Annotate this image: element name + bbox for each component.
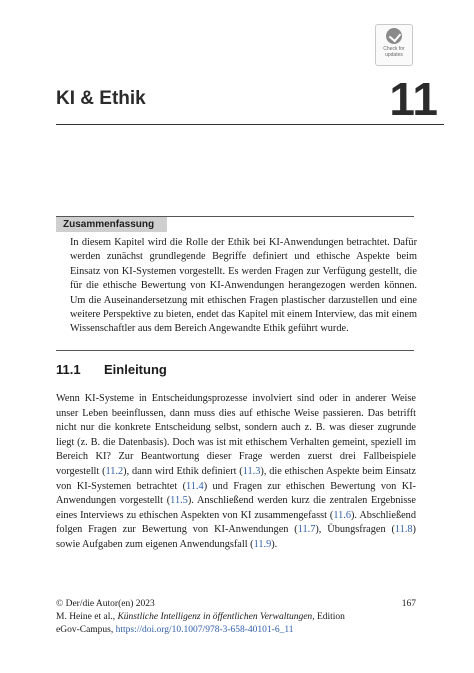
badge-line-1: Check for xyxy=(383,46,405,52)
body-text-4: ) und Fragen zur ethischen Bewertung von KI-Anwendungen vorgestellt ( xyxy=(56,480,416,507)
section-ref-11-4[interactable]: 11.4 xyxy=(186,480,204,492)
body-paragraph xyxy=(56,392,416,553)
citation-line xyxy=(56,611,416,624)
citation-suffix: , Edition xyxy=(312,612,345,622)
abstract-text: In diesem Kapitel wird die Rolle der Ethik bei KI-Anwendungen betrachtet. Dafür werden zunächst grundlegende Begriffe definiert und ethische Aspekte beim Einsatz von KI-Systemen vorgestellt. Es werden Fragen zur Verfügung gestellt, die für die ethische Bewertung von KI-Anwendungen herangezogen werden können. Um die Auseinandersetzung mit ethischen Fragen plastischer darzustellen und eine weitere Perspektive zu bieten, endet das Kapitel mit einem Interview, das mit einem Wissenschaftler aus dem Bereich Angewandte Ethik geführt wurde. xyxy=(70,237,417,335)
badge-line-2: updates xyxy=(385,52,403,58)
copyright-line: © Der/die Autor(en) 2023 xyxy=(56,599,155,609)
abstract-bottom-rule xyxy=(56,350,414,351)
section-ref-11-6[interactable]: 11.6 xyxy=(333,509,351,521)
check-for-updates-badge[interactable] xyxy=(375,24,413,66)
section-number: 11.1 xyxy=(56,362,81,377)
page-number: 167 xyxy=(401,599,416,609)
badge-text xyxy=(383,46,404,58)
chapter-title: KI & Ethik xyxy=(56,88,146,109)
citation-prefix: M. Heine et al., xyxy=(56,612,118,622)
section-title: Einleitung xyxy=(104,362,167,377)
body-text-2: ), dann wird Ethik definiert ( xyxy=(123,465,243,477)
body-text-8: ) sowie Aufgaben zum eigenen Anwendungsfall ( xyxy=(56,524,416,550)
body-text-6: ). Abschließend folgen Fragen zur Bewertung von KI-Anwendungen ( xyxy=(56,509,416,536)
chapter-number: 11 xyxy=(389,73,438,125)
section-heading xyxy=(56,362,167,377)
body-text-1: Wenn KI-Systeme in Entscheidungsprozesse involviert sind oder in anderer Weise unser Leben beeinflussen, dann muss dies auf ethische Weise passieren. Das betrifft nicht nur die konkrete Entscheidung selbst, sondern auch z. B. was dieser zugrunde liegt (z. B. die Datenbasis). Doch was ist mit ethischem Verhalten gemeint, speziell im Bereich KI? Zur Beantwortung dieser Frage werden zuerst drei Fallbeispiele vorgestellt ( xyxy=(56,393,416,477)
abstract-label: Zusammenfassung xyxy=(56,217,167,232)
publisher-line xyxy=(56,624,416,637)
body-text-9: ). xyxy=(271,538,278,550)
check-updates-icon xyxy=(386,28,402,44)
page-footer xyxy=(56,598,416,637)
section-ref-11-3[interactable]: 11.3 xyxy=(242,465,261,477)
body-text-5: ). Anschließend werden kurz die zentralen Ergebnisse eines Interviews zu ethischen Aspekten von KI zusammengefasst ( xyxy=(56,495,416,521)
section-ref-11-9[interactable]: 11.9 xyxy=(253,538,272,550)
section-ref-11-2[interactable]: 11.2 xyxy=(105,465,124,477)
body-text-7: ), Übungsfragen ( xyxy=(315,524,395,536)
publisher: eGov-Campus, xyxy=(56,625,116,635)
book-title: Künstliche Intelligenz in öffentlichen Verwaltungen xyxy=(117,612,313,622)
body-text-3: ), die ethischen Aspekte beim Einsatz von KI-Systemen betrachtet ( xyxy=(56,465,416,492)
section-ref-11-8[interactable]: 11.8 xyxy=(394,524,413,536)
chapter-rule xyxy=(56,124,444,125)
section-ref-11-5[interactable]: 11.5 xyxy=(170,495,188,507)
section-ref-11-7[interactable]: 11.7 xyxy=(297,524,316,536)
doi-link[interactable]: https://doi.org/10.1007/978-3-658-40101-6_11 xyxy=(115,625,294,635)
